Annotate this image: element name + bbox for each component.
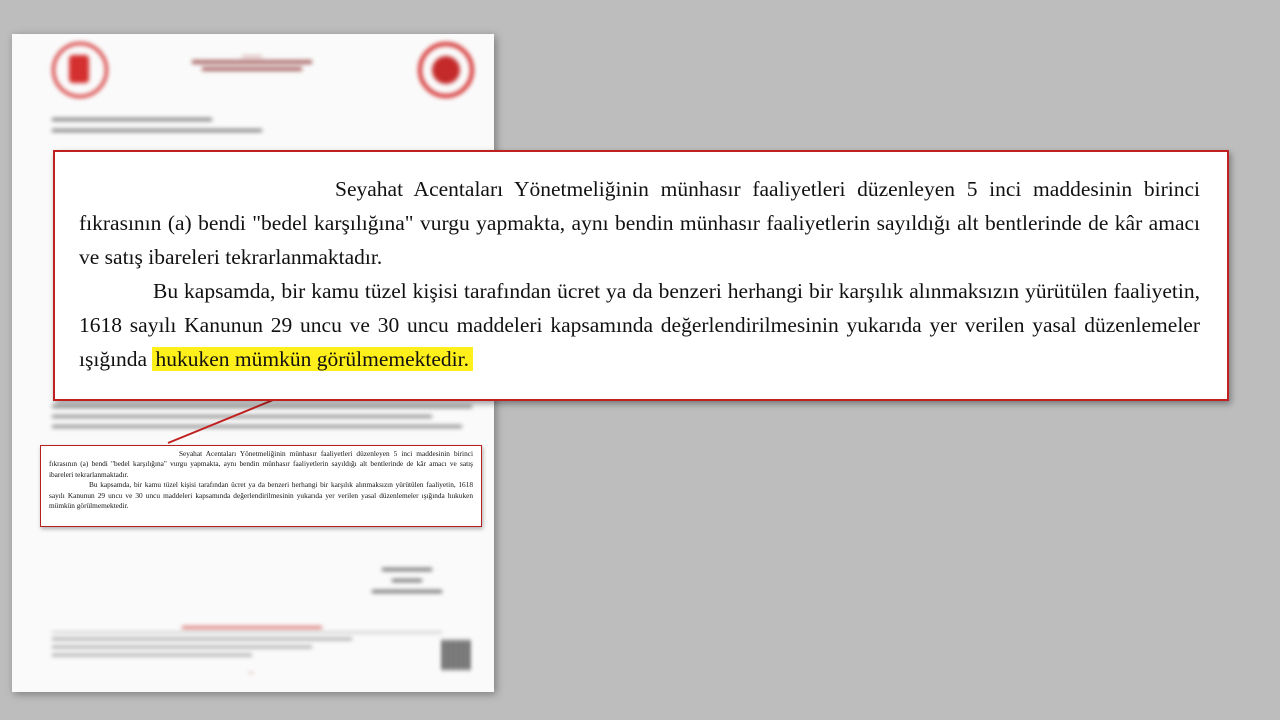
document-footer-blurred (52, 632, 442, 656)
ministry-logo-icon (52, 42, 108, 98)
bottom-logo-icon: ~ (248, 668, 254, 678)
document-excerpt-box (40, 445, 482, 527)
signer-block-blurred (362, 564, 452, 593)
excerpt-paragraph-1: Seyahat Acentaları Yönetmeliğinin münhasır faaliyetleri düzenleyen 5 inci maddesinin birinci fıkrasının (a) bendi "bedel karşılığına" vurgu yapmakta, aynı bendin münhasır faaliyetlerin sayıldığı alt bentlerinde de kâr amacı ve satış ibareleri tekrarlanmaktadır. (49, 449, 473, 479)
zoom-paragraph-2 (79, 274, 1200, 376)
document-body-blurred (52, 402, 472, 428)
document-header-blurred (162, 46, 342, 74)
document-meta-blurred (52, 114, 352, 132)
seal-logo-icon (418, 42, 474, 98)
zoomed-excerpt-box (53, 150, 1229, 401)
highlighted-conclusion: hukuken mümkün görülmemektedir. (152, 347, 473, 371)
qr-code-icon (442, 640, 472, 670)
excerpt-paragraph-2: Bu kapsamda, bir kamu tüzel kişisi tarafından ücret ya da benzeri herhangi bir karşılık alınmaksızın yürütülen faaliyetin, 1618 sayılı Kanunun 29 uncu ve 30 uncu maddeleri kapsamında değerlendirilmesinin yukarıda yer verilen yasal düzenlemeler ışığında hukuken mümkün görülmemektedir. (49, 480, 473, 511)
zoom-paragraph-2-text: Bu kapsamda, bir kamu tüzel kişisi tarafından ücret ya da benzeri herhangi bir karşılık alınmaksızın yürütülen faaliyetin, 1618 sayılı Kanunun 29 uncu ve 30 uncu maddeleri kapsamında değerlendirilmesinin yukarıda yer verilen yasal düzenlemeler ışığında (79, 279, 1200, 371)
footer-note-blurred (172, 624, 332, 631)
zoom-paragraph-1: Seyahat Acentaları Yönetmeliğinin münhasır faaliyetleri düzenleyen 5 inci maddesinin birinci fıkrasının (a) bendi "bedel karşılığına" vurgu yapmakta, aynı bendin münhasır faaliyetlerin sayıldığı alt bentlerinde de kâr amacı ve satış ibareleri tekrarlanmaktadır. (79, 177, 1200, 269)
